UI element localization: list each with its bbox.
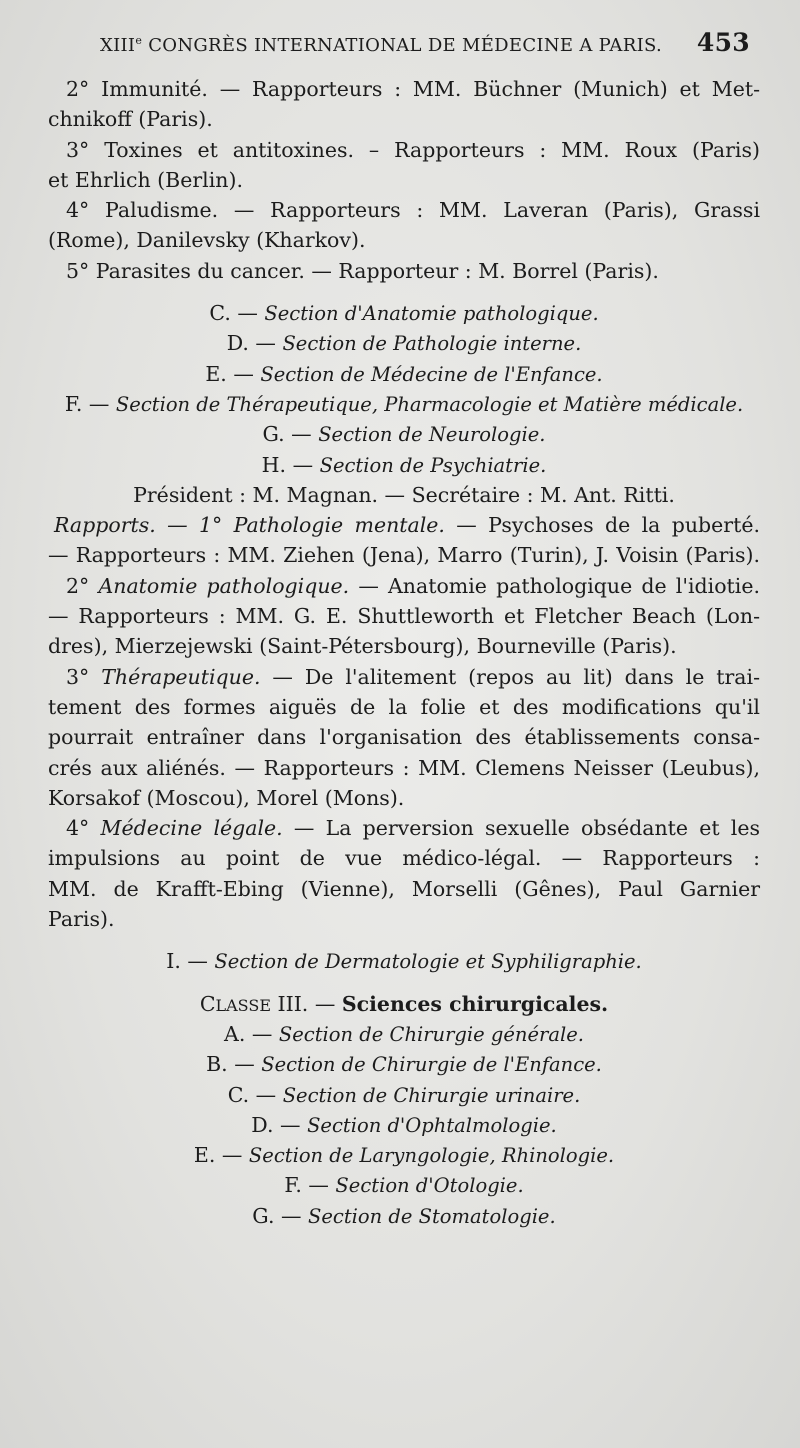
page-body: [48, 74, 760, 1231]
text-line: — Rapporteurs : MM. G. E. Shuttleworth et Fletcher Beach (Lon-: [48, 604, 760, 629]
section-heading: D. — Section de Pathologie interne.: [226, 331, 582, 356]
text-line: impulsions au point de vue médico-légal. — Rapporteurs :: [48, 846, 760, 871]
class-heading: CLASSE III. — Sciences chirurgicales.: [199, 991, 609, 1016]
text-line: 3° Thérapeutique. — De l'alitement (repos au lit) dans le trai-: [66, 664, 761, 689]
section-heading: C. — Section de Chirurgie urinaire.: [227, 1082, 581, 1107]
text-line: MM. de Krafft-Ebing (Vienne), Morselli (Gênes), Paul Garnier: [48, 876, 760, 901]
text-line: 2° Immunité. — Rapporteurs : MM. Büchner (Munich) et Met-: [66, 77, 760, 101]
header-title: CONGRÈS INTERNATIONAL DE MÉDECINE A PARIS.: [142, 35, 662, 56]
text-line: chnikoff (Paris).: [48, 107, 213, 132]
section-heading: E. — Section de Médecine de l'Enfance.: [205, 361, 603, 386]
text-line: — Rapporteurs : MM. Ziehen (Jena), Marro (Turin), J. Voisin (Paris).: [48, 543, 760, 568]
section-heading: F. — Section de Thérapeutique, Pharmacologie et Matière médicale.: [64, 391, 744, 416]
text-line: Paris).: [48, 907, 115, 932]
section-heading: G. — Section de Stomatologie.: [252, 1203, 556, 1228]
section-heading: H. — Section de Psychiatrie.: [261, 452, 547, 477]
officers-line: Président : M. Magnan. — Secrétaire : M. Ant. Ritti.: [133, 482, 675, 507]
text-line: (Rome), Danilevsky (Kharkov).: [48, 228, 366, 253]
section-heading: B. — Section de Chirurgie de l'Enfance.: [206, 1052, 602, 1077]
text-line: tement des formes aiguës de la folie et des modifications qu'il: [48, 694, 760, 719]
section-heading: C. — Section d'Anatomie pathologique.: [209, 301, 599, 326]
text-line: crés aux aliénés. — Rapporteurs : MM. Clemens Neisser (Leubus),: [48, 755, 760, 780]
text-line: 4° Paludisme. — Rapporteurs : MM. Laveran (Paris), Grassi: [66, 198, 760, 223]
text-line: 3° Toxines et antitoxines. – Rapporteurs : MM. Roux (Paris): [66, 137, 760, 162]
header-roman: XIII: [100, 35, 136, 56]
section-heading: E. — Section de Laryngologie, Rhinologie.: [193, 1143, 615, 1168]
section-heading: A. — Section de Chirurgie générale.: [224, 1021, 584, 1046]
section-heading: D. — Section d'Ophtalmologie.: [251, 1112, 557, 1137]
section-heading: I. — Section de Dermatologie et Syphiligraphie.: [166, 949, 642, 974]
header-sup: e: [135, 34, 143, 47]
text-line: Rapports. — 1° Pathologie mentale. — Psychoses de la puberté.: [54, 513, 760, 538]
text-line: 4° Médecine légale. — La perversion sexuelle obsédante et les: [66, 816, 760, 841]
text-line: 2° Anatomie pathologique. — Anatomie pathologique de l'idiotie.: [66, 573, 760, 598]
text-line: 5° Parasites du cancer. — Rapporteur : M. Borrel (Paris).: [66, 258, 659, 283]
running-header: [100, 28, 760, 57]
section-heading: G. — Section de Neurologie.: [262, 422, 546, 447]
text-line: et Ehrlich (Berlin).: [48, 167, 243, 192]
text-line: Korsakof (Moscou), Morel (Mons).: [48, 785, 405, 810]
section-heading: F. — Section d'Otologie.: [284, 1173, 524, 1198]
text-line: pourrait entraîner dans l'organisation des établissements consa-: [48, 725, 760, 750]
text-line: dres), Mierzejewski (Saint-Pétersbourg), Bourneville (Paris).: [48, 634, 677, 659]
page-number: 453: [696, 28, 750, 57]
